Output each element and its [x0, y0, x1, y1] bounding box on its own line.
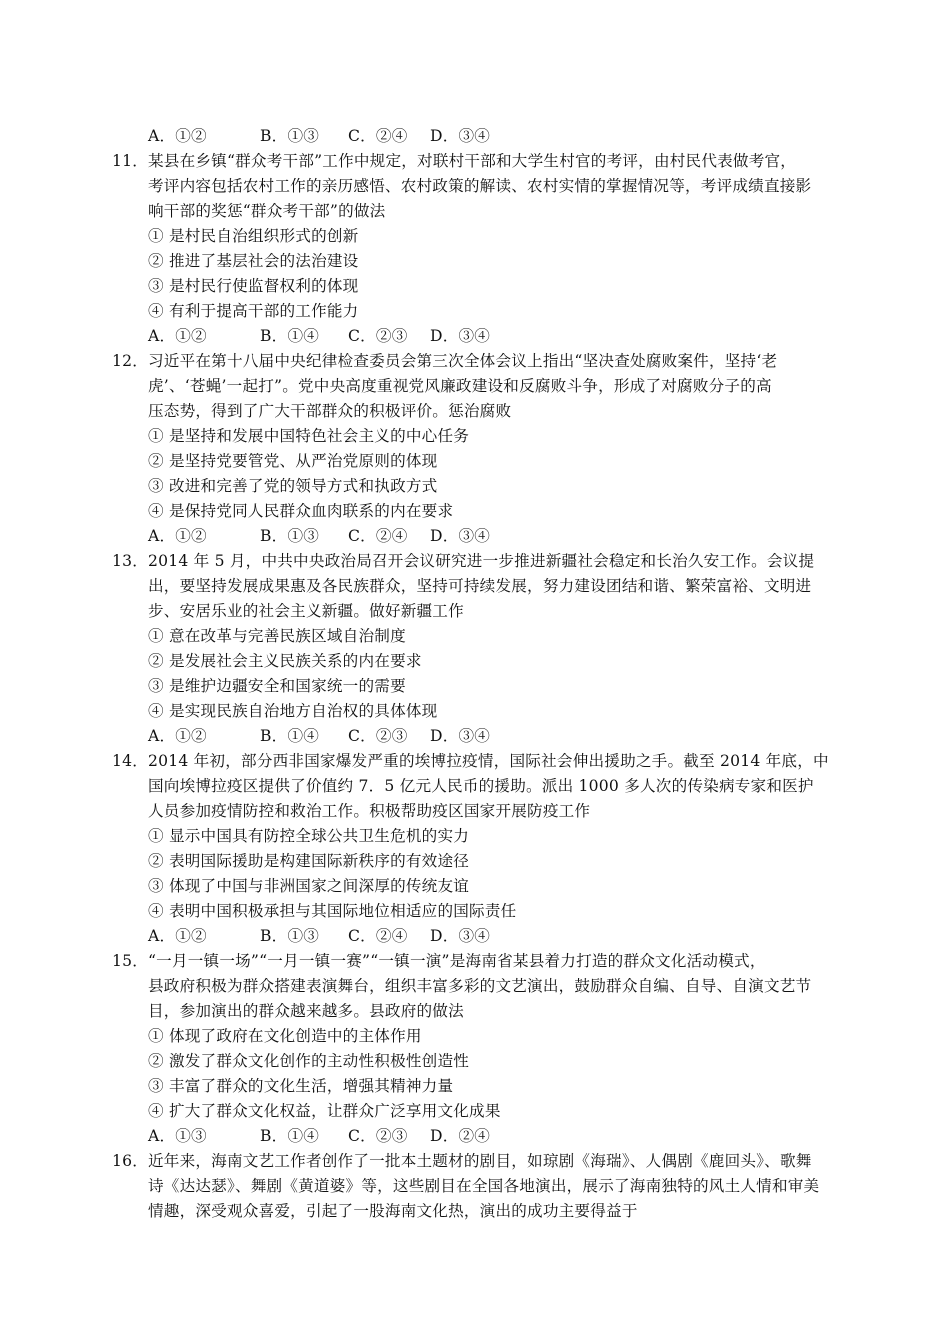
choice-b: B．①③	[260, 927, 320, 945]
question-number: 13．	[112, 552, 149, 570]
question-text-line: 2014 年 5 月，中共中央政治局召开会议研究进一步推进新疆社会稳定和长治久安工作。会议提	[148, 552, 815, 570]
choice-c: C．②③	[348, 1127, 408, 1145]
choice-d: D．③④	[430, 127, 491, 145]
question-text-line: 国向埃博拉疫区提供了价值约 7．5 亿元人民币的援助。派出 1000 多人次的传染病专家和医护	[148, 777, 814, 795]
question-text-line: 出，要坚持发展成果惠及各民族群众，坚持可持续发展，努力建设团结和谐、繁荣富裕、文明进	[148, 577, 812, 595]
choice-b: B．①④	[260, 327, 320, 345]
statement-option: ② 表明国际援助是构建国际新秩序的有效途径	[148, 852, 470, 870]
choice-b: B．①③	[260, 127, 320, 145]
choice-a: A．①②	[148, 527, 207, 545]
choice-c: C．②④	[348, 127, 408, 145]
question-number: 16．	[112, 1152, 149, 1170]
statement-option: ③ 改进和完善了党的领导方式和执政方式	[148, 477, 438, 495]
statement-option: ② 是发展社会主义民族关系的内在要求	[148, 652, 422, 670]
statement-option: ① 显示中国具有防控全球公共卫生危机的实力	[148, 827, 470, 845]
choice-b: B．①④	[260, 727, 320, 745]
question-text-line: 情趣，深受观众喜爱，引起了一股海南文化热，演出的成功主要得益于	[148, 1202, 638, 1220]
question-text-line: 近年来，海南文艺工作者创作了一批本土题材的剧目，如琼剧《海瑞》、人偶剧《鹿回头》、歌舞	[148, 1152, 812, 1170]
statement-option: ① 体现了政府在文化创造中的主体作用	[148, 1027, 422, 1045]
statement-option: ② 激发了群众文化创作的主动性积极性创造性	[148, 1052, 470, 1070]
choice-a: A．①②	[148, 727, 207, 745]
statement-option: ④ 有利于提高干部的工作能力	[148, 302, 359, 320]
question-number: 15．	[112, 952, 149, 970]
question-text-line: 响干部的奖惩“群众考干部”的做法	[148, 202, 386, 220]
choice-d: D．③④	[430, 927, 491, 945]
statement-option: ③ 是村民行使监督权利的体现	[148, 277, 359, 295]
choice-d: D．②④	[430, 1127, 491, 1145]
choice-a: A．①③	[148, 1127, 207, 1145]
question-number: 12．	[112, 352, 149, 370]
answer-choices	[148, 1124, 510, 1148]
statement-option: ③ 丰富了群众的文化生活，增强其精神力量	[148, 1077, 454, 1095]
question-text-line: “一月一镇一场”“一月一镇一赛”“一镇一演”是海南省某县着力打造的群众文化活动模式，	[148, 952, 766, 970]
statement-option: ④ 表明中国积极承担与其国际地位相适应的国际责任	[148, 902, 517, 920]
choice-c: C．②③	[348, 727, 408, 745]
question-text-line: 习近平在第十八届中央纪律检查委员会第三次全体会议上指出“坚决查处腐败案件，坚持‘老	[148, 352, 778, 370]
question-text-line: 目，参加演出的群众越来越多。县政府的做法	[148, 1002, 464, 1020]
choice-c: C．②④	[348, 527, 408, 545]
statement-option: ③ 是维护边疆安全和国家统一的需要	[148, 677, 406, 695]
choice-a: A．①②	[148, 127, 207, 145]
statement-option: ① 意在改革与完善民族区域自治制度	[148, 627, 406, 645]
choice-c: C．②③	[348, 327, 408, 345]
answer-choices	[148, 924, 510, 948]
question-text-line: 2014 年初，部分西非国家爆发严重的埃博拉疫情，国际社会伸出援助之手。截至 2014 年底，中	[148, 752, 829, 770]
choice-d: D．③④	[430, 727, 491, 745]
statement-option: ④ 是实现民族自治地方自治权的具体体现	[148, 702, 438, 720]
statement-option: ③ 体现了中国与非洲国家之间深厚的传统友谊	[148, 877, 470, 895]
question-text-line: 人员参加疫情防控和救治工作。积极帮助疫区国家开展防疫工作	[148, 802, 591, 820]
choice-d: D．③④	[430, 327, 491, 345]
question-number: 14．	[112, 752, 149, 770]
question-text-line: 诗《达达瑟》、舞剧《黄道婆》等，这些剧目在全国各地演出，展示了海南独特的风土人情和审美	[148, 1177, 820, 1195]
question-text-line: 虎’、‘苍蝇’一起打”。党中央高度重视党风廉政建设和反腐败斗争，形成了对腐败分子的高	[148, 377, 772, 395]
answer-choices	[148, 724, 510, 748]
question-text-line: 某县在乡镇“群众考干部”工作中规定，对联村干部和大学生村官的考评，由村民代表做考官，	[148, 152, 797, 170]
question-text-line: 压态势，得到了广大干部群众的积极评价。惩治腐败	[148, 402, 512, 420]
statement-option: ① 是村民自治组织形式的创新	[148, 227, 359, 245]
answer-choices-q10	[148, 124, 510, 148]
choice-c: C．②④	[348, 927, 408, 945]
choice-b: B．①③	[260, 527, 320, 545]
statement-option: ④ 是保持党同人民群众血肉联系的内在要求	[148, 502, 454, 520]
statement-option: ② 是坚持党要管党、从严治党原则的体现	[148, 452, 438, 470]
statement-option: ② 推进了基层社会的法治建设	[148, 252, 359, 270]
answer-choices	[148, 524, 510, 548]
choice-a: A．①②	[148, 927, 207, 945]
question-text-line: 步、安居乐业的社会主义新疆。做好新疆工作	[148, 602, 464, 620]
question-text-line: 县政府积极为群众搭建表演舞台，组织丰富多彩的文艺演出，鼓励群众自编、自导、自演文艺节	[148, 977, 812, 995]
statement-option: ④ 扩大了群众文化权益，让群众广泛享用文化成果	[148, 1102, 501, 1120]
question-number: 11．	[112, 152, 149, 170]
choice-d: D．③④	[430, 527, 491, 545]
choice-a: A．①②	[148, 327, 207, 345]
answer-choices	[148, 324, 510, 348]
choice-b: B．①④	[260, 1127, 320, 1145]
statement-option: ① 是坚持和发展中国特色社会主义的中心任务	[148, 427, 470, 445]
question-text-line: 考评内容包括农村工作的亲历感悟、农村政策的解读、农村实情的掌握情况等，考评成绩直接影	[148, 177, 812, 195]
